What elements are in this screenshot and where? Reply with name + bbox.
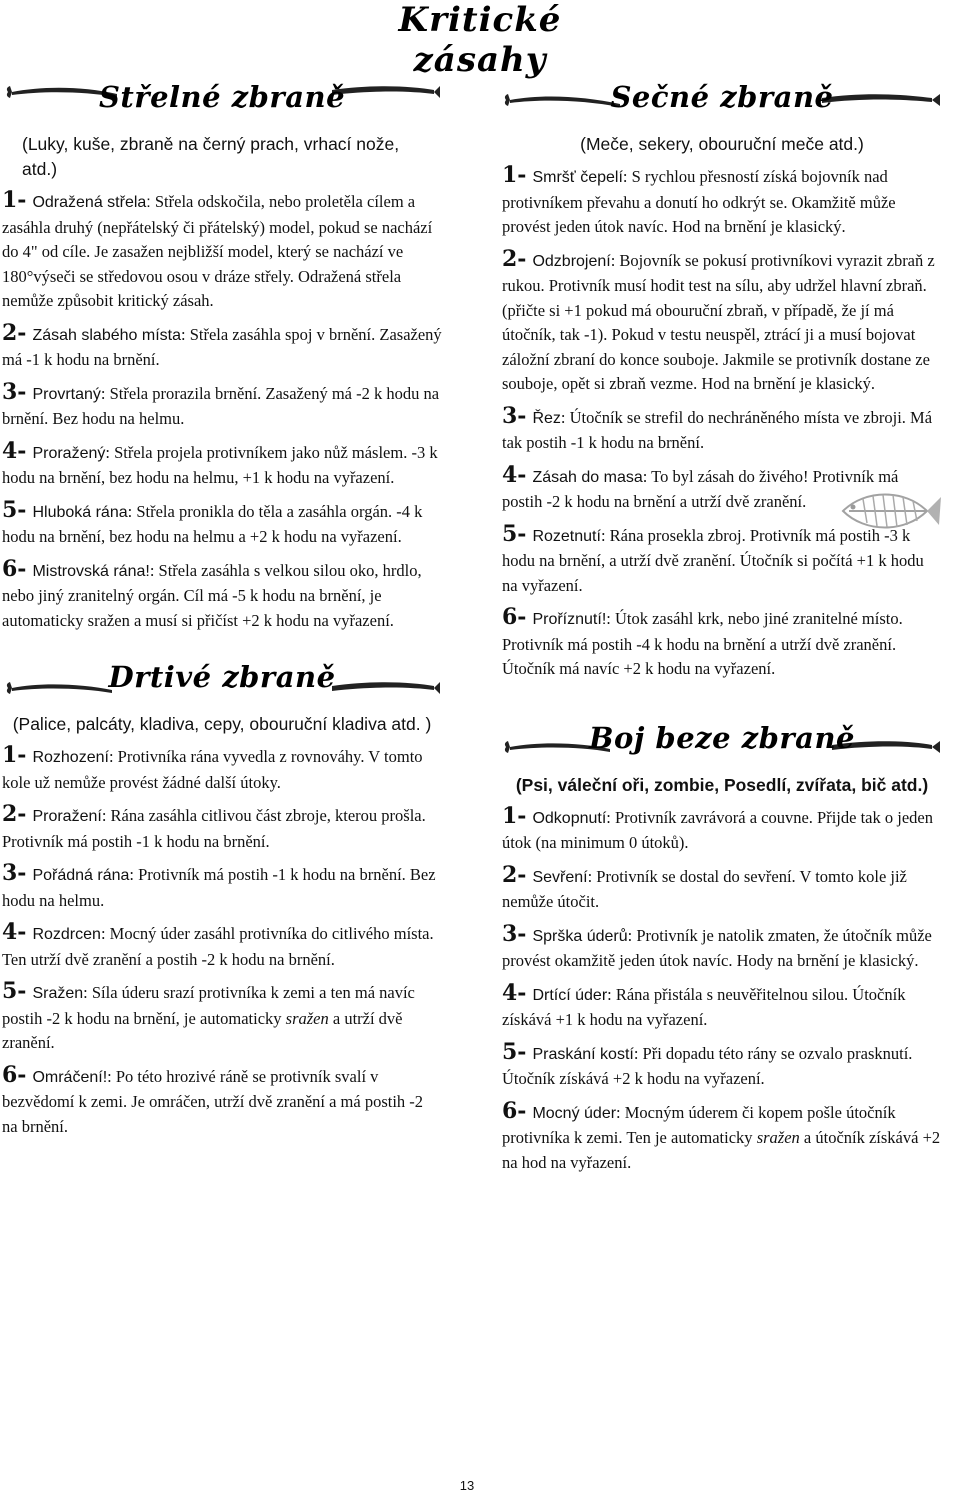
entry-number: 1- xyxy=(502,802,527,829)
entry-italic-term: sražen xyxy=(285,1008,329,1028)
entry-text: : To byl zásah do živého! Protivník má postih -2 k hodu na brnění a utrží dvě zranění. xyxy=(502,466,899,511)
entry-text: : Střela zasáhla s velkou silou oko, hrdlo, nebo jiný zranitelný orgán. Cíl má -5 k hodu na brnění, je automaticky sražen a musí si přičíst +2 k hodu na vyřazení. xyxy=(2,560,422,630)
entry-list-drtive xyxy=(2,743,442,1139)
entry-text: : Při dopadu této rány se ozvalo prasknutí. Útočník získává +2 k hodu na vyřazení. xyxy=(502,1043,913,1088)
entry-text: : Protivník je natolik zmaten, že útočník může provést okamžitě jeden útok navíc. Hody na brnění je klasický. xyxy=(502,925,932,970)
entry-item xyxy=(502,163,942,240)
entry-item xyxy=(502,404,942,456)
section-banner-drtive xyxy=(2,658,442,708)
entry-item xyxy=(2,188,442,314)
entry-text: : Protivníka rána vyvedla z rovnováhy. V tomto kole už nemůže provést žádné další útoky. xyxy=(2,747,423,792)
entry-text: : Rána zasáhla citlivou část zbroje, kterou prošla. Protivník má postih -1 k hodu na brnění. xyxy=(2,806,426,851)
entry-item xyxy=(2,321,442,373)
entry-italic-term: sražen xyxy=(756,1128,800,1147)
right-column xyxy=(502,78,942,1182)
entry-item xyxy=(502,1040,942,1092)
entry-name: Omráčení! xyxy=(32,1068,108,1086)
entry-text: : Střela pronikla do těla a zasáhla orgán. -4 k hodu na brnění, bez hodu na helmu a +2 k hodu na vyřazení. xyxy=(2,501,423,546)
entry-number: 1- xyxy=(2,187,27,213)
entry-number: 5- xyxy=(502,1038,527,1065)
entry-name: Zásah slabého místa xyxy=(32,326,181,344)
fish-skeleton-icon xyxy=(835,475,943,547)
entry-text-cont: a utrží dvě zranění. xyxy=(2,1008,403,1052)
entry-text: : Po této hrozivé ráně se protivník svalí v bezvědomí k zemi. Je omráčen, utrží dvě zranění a má postih -2 na brnění. xyxy=(2,1066,424,1136)
section-title: Sečné zbraně xyxy=(610,80,834,114)
entry-number: 6- xyxy=(502,604,527,630)
entry-text: : Střela projela protivníkem jako nůž máslem. -3 k hodu na brnění, bez hodu na helmu, +1 k hodu na vyřazení. xyxy=(2,442,438,487)
entry-item xyxy=(502,247,942,397)
entry-list-strelne xyxy=(2,188,442,633)
entry-item xyxy=(2,498,442,550)
entry-text: : S rychlou přesností získá bojovník nad protivníkem převahu a donutí ho odkrýt se. Okamžitě může provést jeden útok navíc. Hod na brnění je klasický. xyxy=(502,167,896,236)
entry-name: Mocný úder xyxy=(532,1104,617,1122)
entry-item xyxy=(2,920,442,972)
entry-name: Proražený xyxy=(32,444,106,462)
entry-number: 4- xyxy=(2,437,27,464)
entry-name: Drtící úder xyxy=(532,986,608,1004)
left-column xyxy=(2,78,442,1146)
entry-text: : Protivník zavrávorá a couvne. Přijde tak o jeden útok (na minimum 0 útoků). xyxy=(502,807,933,852)
entry-item xyxy=(2,557,442,634)
entry-text: : Mocným úderem či kopem pošle útočník protivníka k zemi. Ten je automaticky xyxy=(502,1102,896,1147)
page-number: 13 xyxy=(459,1478,475,1493)
entry-name: Sražen xyxy=(32,985,84,1002)
entry-item xyxy=(502,863,942,915)
entry-name: Sevření xyxy=(532,868,588,886)
entry-item xyxy=(502,1099,942,1176)
entry-name: Proříznutí! xyxy=(532,611,607,628)
entry-number: 5- xyxy=(2,978,27,1004)
entry-number: 5- xyxy=(2,496,27,523)
entry-text: : Síla úderu srazí protivníka k zemi a ten má navíc postih -2 k hodu na brnění, je automaticky xyxy=(2,983,415,1028)
entry-text: : Rána přistála s neuvěřitelnou silou. Útočník získává +1 k hodu na vyřazení. xyxy=(502,984,906,1029)
entry-name: Hluboká rána xyxy=(32,503,128,521)
entry-item xyxy=(2,380,442,432)
entry-name: Pořádná rána xyxy=(32,867,130,884)
entry-name: Proražení xyxy=(32,808,102,825)
entry-number: 2- xyxy=(2,801,27,827)
entry-number: 2- xyxy=(502,245,527,272)
entry-number: 2- xyxy=(502,861,527,888)
entry-number: 1- xyxy=(502,162,527,188)
section-subtitle: (Palice, palcáty, kladiva, cepy, obouruční kladiva atd. ) xyxy=(12,714,432,734)
entry-item xyxy=(2,743,442,795)
entry-item xyxy=(2,802,442,854)
entry-item xyxy=(2,439,442,491)
section-subtitle: (Psi, váleční oři, zombie, Posedlí, zvířata, bič atd.) xyxy=(515,774,929,795)
entry-number: 4- xyxy=(2,919,27,945)
entry-name: Rozhození xyxy=(32,749,109,766)
entry-text: : Útok zasáhl krk, nebo jiné zranitelné místo. Protivník má postih -4 k hodu na brnění a utrží dvě zranění. Útočník má navíc +2 k hodu na vyřazení. xyxy=(502,609,903,678)
entry-text-cont: a útočník získává +2 na hod na vyřazení. xyxy=(502,1128,941,1172)
section-subtitle: (Meče, sekery, obouruční meče atd.) xyxy=(580,134,864,154)
entry-number: 3- xyxy=(2,378,27,405)
entry-name: Odzbrojení xyxy=(532,252,611,270)
entry-text: : Protivník má postih -1 k hodu na brnění. Bez hodu na helmu. xyxy=(2,865,436,910)
entry-text: : Střela zasáhla spoj v brnění. Zasažený má -1 k hodu na brnění. xyxy=(2,324,442,369)
entry-name: Zásah do masa xyxy=(532,468,643,486)
section-banner-strelne xyxy=(2,78,442,128)
entry-text: : Rána prosekla zbroj. Protivník má postih -3 k hodu na brnění, a utrží dvě zranění. Útočník si počítá +1 k hodu na vyřazení. xyxy=(502,525,924,595)
entry-text: : Bojovník se pokusí protivníkovi vyrazit zbraň z rukou. Protivník musí hodit test na sílu, aby udržel hlavní zbraň. (přičte si +1 pokud má obouruční zbraň, v případě, že jí má útočník, tak -1). Pokud v testu neuspěl, ztrácí ji a musí bojovat záložní zbraní do konce souboje. Jakmile se protivník dostane ze souboje, opět si zbraň vezme. Hod na brnění je klasický. xyxy=(502,250,935,393)
entry-item xyxy=(502,981,942,1033)
entry-number: 3- xyxy=(502,920,527,947)
section-subtitle: (Luky, kuše, zbraně na černý prach, vrhací nože, atd.) xyxy=(22,134,400,179)
entry-number: 3- xyxy=(2,860,27,886)
page-title: Kritické zásahy xyxy=(398,0,562,80)
entry-number: 4- xyxy=(502,979,527,1006)
entry-name: Rozetnutí xyxy=(532,527,601,545)
entry-name: Praskání kostí xyxy=(532,1045,634,1063)
entry-name: Smršť čepelí xyxy=(532,169,623,186)
entry-item xyxy=(502,605,942,682)
entry-name: Odražená střela: xyxy=(32,194,151,211)
entry-number: 6- xyxy=(2,555,27,582)
entry-text: : Mocný úder zasáhl protivníka do citlivého místa. Ten utrží dvě zranění a postih -2 k hodu na brnění. xyxy=(2,924,434,969)
entry-text: : Střela prorazila brnění. Zasažený má -2 k hodu na brnění. Bez hodu na helmu. xyxy=(2,383,440,428)
entry-name: Řez xyxy=(532,409,561,427)
entry-number: 3- xyxy=(502,402,527,429)
entry-list-boj xyxy=(502,804,942,1176)
section-banner-secne xyxy=(502,78,942,128)
entry-number: 4- xyxy=(502,461,527,488)
entry-item xyxy=(502,922,942,974)
entry-text: Střela odskočila, nebo proletěla cílem a zasáhla druhý (nepřátelský či přátelský) model, pokud se nachází do 4" od cíle. Je zasažen nejbližší model, který se nachází ve 180°výseči se středovou osou v dráze střely. Odražená střela nemůže způsobit kritický zásah. xyxy=(2,192,433,310)
entry-item xyxy=(502,804,942,856)
entry-number: 2- xyxy=(2,319,27,346)
entry-name: Mistrovská rána! xyxy=(32,562,150,580)
entry-number: 5- xyxy=(502,520,527,547)
entry-number: 6- xyxy=(2,1061,27,1088)
entry-name: Rozdrcen xyxy=(32,926,101,943)
section-title: Drtivé zbraně xyxy=(108,660,336,694)
entry-number: 6- xyxy=(502,1097,527,1124)
entry-text: : Protivník se dostal do sevření. V tomto kole již nemůže útočit. xyxy=(502,866,907,911)
section-title: Střelné zbraně xyxy=(98,80,346,114)
entry-item xyxy=(2,861,442,913)
entry-item xyxy=(2,1063,442,1140)
entry-list-secne xyxy=(502,163,942,682)
entry-text: : Útočník se strefil do nechráněného místa ve zbroji. Má tak postih -1 k hodu na brnění. xyxy=(502,407,933,452)
entry-name: Provrtaný xyxy=(32,385,101,403)
section-title: Boj beze zbraně xyxy=(588,720,856,755)
section-banner-boj xyxy=(502,719,942,769)
entry-number: 1- xyxy=(2,742,27,768)
entry-name: Odkopnutí xyxy=(532,809,607,827)
entry-name: Sprška úderů xyxy=(532,927,628,945)
entry-item xyxy=(2,979,442,1056)
